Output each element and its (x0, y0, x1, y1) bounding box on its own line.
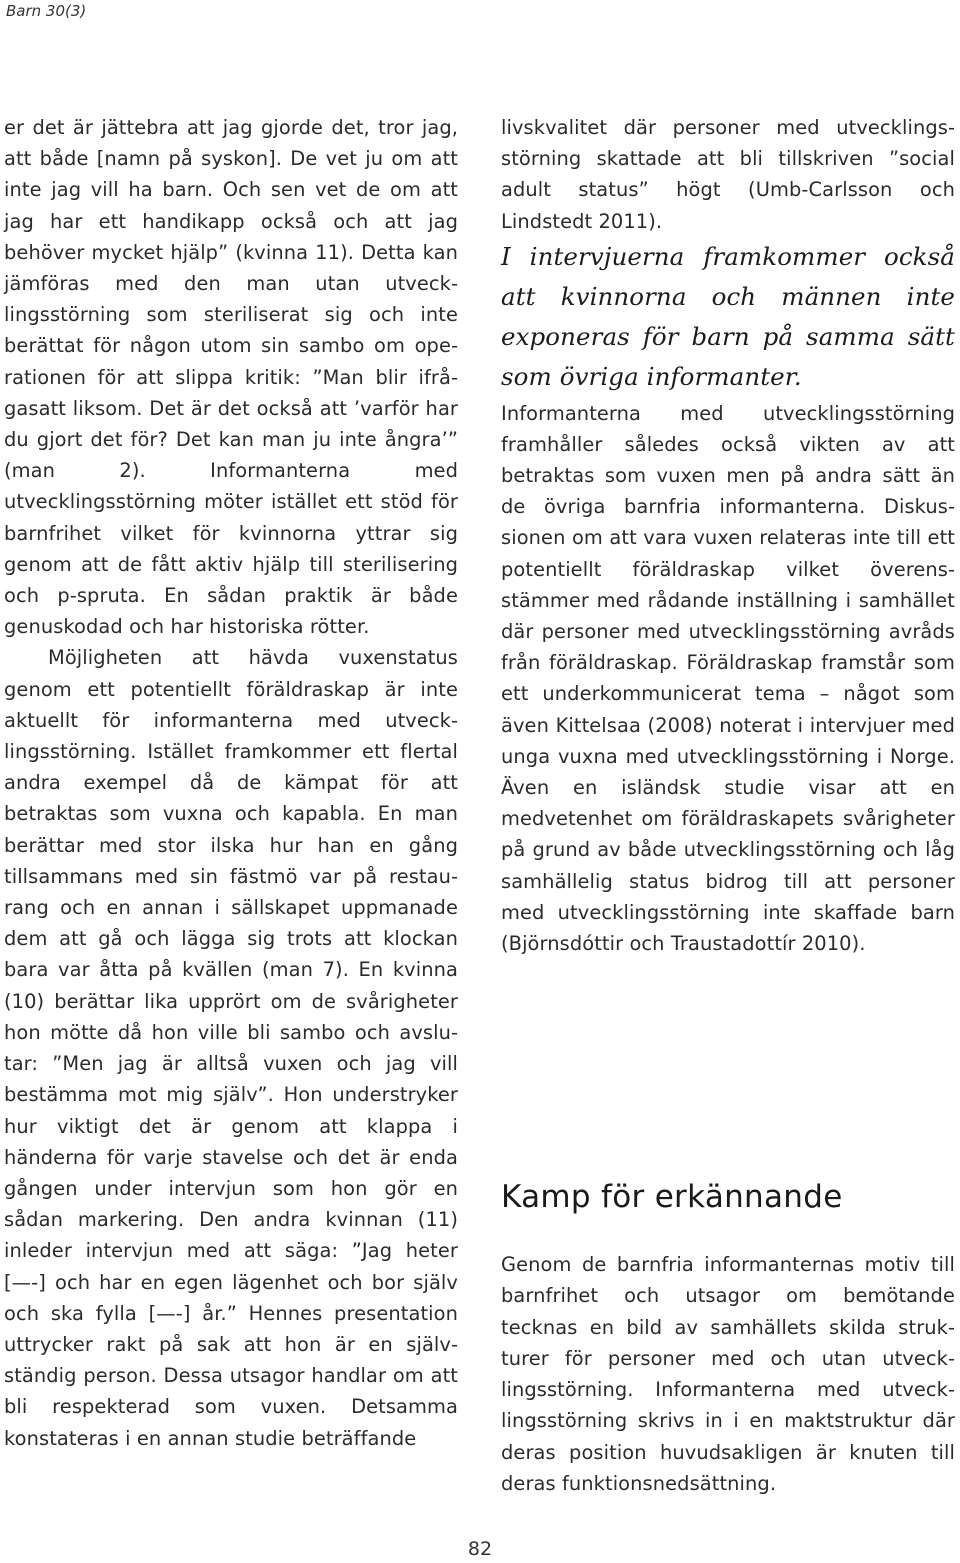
page-number: 82 (467, 1538, 493, 1560)
section-heading: Kamp för erkännande (501, 1179, 843, 1216)
running-head: Barn 30(3) (6, 2, 87, 20)
body-paragraph: er det är jättebra att jag gjorde det, tror jag, att både [namn på syskon]. De vet ju om att inte jag vill ha barn. Och sen vet de om att jag har ett handikapp också och att jag behöver mycket hjälp” (kvinna 11). Detta kan jämföras med den man utan utvecklingsstörning som steriliserat sig och inte berättat för någon utom sin sambo om operationen för att slippa kritik: ”Man blir ifrågasatt liksom. Det är det också att ’varför har du gjort det för? Det kan man ju inte ångra’” (man 2). Informanterna med utvecklingsstörning möter istället ett stöd för barnfrihet vilket för kvinnorna yttrar sig genom att de fått aktiv hjälp till sterilisering och p-spruta. En sådan praktik är både genuskodad och har historiska rötter. (4, 116, 458, 639)
body-paragraph: Genom de barnfria informanternas motiv till barnfrihet och utsagor om bemötande tecknas en bild av samhällets skilda strukturer för personer med och utan utvecklingsstörning. Informanterna med utvecklingsstörning skrivs in i en maktstruktur där deras position huvudsakligen är knuten till deras funktionsnedsättning. (501, 1253, 955, 1495)
left-column (4, 112, 458, 1454)
pull-quote: I intervjuerna framkommer också att kvinnorna och männen inte exponeras för barn på samma sätt som övriga informanter. (501, 241, 955, 392)
body-paragraph: livskvalitet där personer med utvecklingsstörning skattade att bli tillskriven ”social adult status” högt (Umb-Carlsson och Lindstedt 2011). (501, 116, 955, 233)
body-paragraph: Möjligheten att hävda vuxenstatus genom ett potentiellt föräldraskap är inte aktuellt för informanterna med utvecklingsstörning. Istället framkommer ett flertal andra exempel då de kämpat för att betraktas som vuxna och kapabla. En man berättar med stor ilska hur han en gång tillsammans med sin fästmö var på restaurang och en annan i sällskapet uppmanade dem att gå och lägga sig trots att klockan bara var åtta på kvällen (man 7). En kvinna (10) berättar lika upprört om de svårigheter hon mötte då hon ville bli sambo och avslutar: ”Men jag är alltså vuxen och jag vill bestämma mot mig själv”. Hon understryker hur viktigt det är genom att klappa i händerna för varje stavelse och det är enda gången under intervjun som hon gör en sådan markering. Den andra kvinnan (11) inleder intervjun med att säga: ”Jag heter [—-] och har en egen lägenhet och bor själv och ska fylla [—-] år.” Hennes presentation uttrycker rakt på sak att hon är en självständig person. Dessa utsagor handlar om att bli respekterad som vuxen. Detsamma konstateras i en annan studie beträffande (4, 646, 458, 1450)
body-paragraph: Informanterna med utvecklingsstörning framhåller således också vikten av att betraktas som vuxen men på andra sätt än de övriga barnfria informanterna. Diskussionen om att vara vuxen relateras inte till ett potentiellt föräldraskap vilket överensstämmer med rådande inställning i samhället där personer med utvecklingsstörning avråds från föräldraskap. Föräldraskap framstår som ett underkommunicerat tema – något som även Kittelsaa (2008) noterat i intervjuer med unga vuxna med utvecklingsstörning i Norge. Även en isländsk studie visar att en medvetenhet om föräldraskapets svårigheter på grund av både utvecklingsstörning och låg samhällelig status bidrog till att personer med utvecklingsstörning inte skaffade barn (Björnsdóttir och Traustadottír 2010). (501, 401, 955, 956)
right-column (501, 112, 955, 1499)
